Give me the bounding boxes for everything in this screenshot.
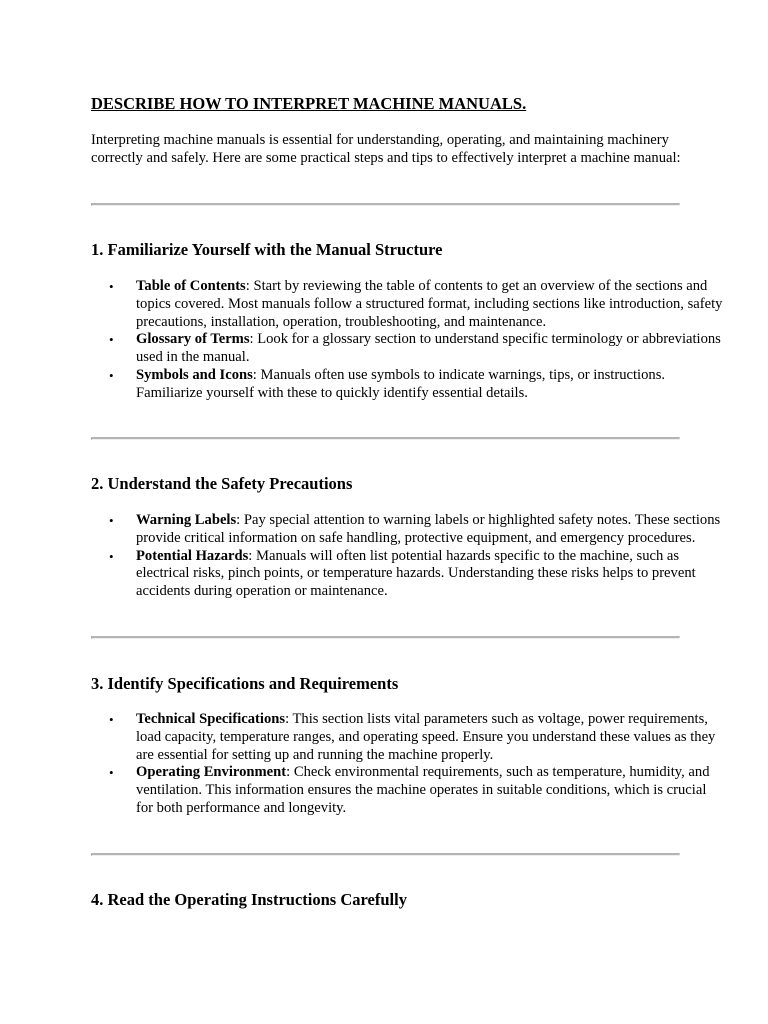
section-2-list <box>91 512 726 601</box>
list-item-term: Operating Environment <box>136 764 287 781</box>
list-item-text: : Start by reviewing the table of contents to get an overview of the sections and topics covered. Most manuals follow a structured format, including sections like introduction, safety precautions, installation, operation, troubleshooting, and maintenance. <box>136 278 723 330</box>
section-divider <box>91 636 680 639</box>
list-item-term: Warning Labels <box>136 512 237 528</box>
section-1-list <box>91 278 726 403</box>
list-item <box>136 512 726 548</box>
section-divider <box>91 203 680 206</box>
section-heading-2: 2. Understand the Safety Precautions <box>91 474 353 493</box>
list-item <box>136 711 726 764</box>
section-heading-4: 4. Read the Operating Instructions Carefully <box>91 890 407 909</box>
list-item <box>136 764 726 817</box>
list-item-text: : Manuals will often list potential hazards specific to the machine, such as electrical risks, pinch points, or temperature hazards. Understanding these risks helps to prevent accidents during operation or maintenance. <box>136 547 696 600</box>
list-item <box>136 278 726 331</box>
section-divider <box>91 437 680 440</box>
list-item-text: : Pay special attention to warning labels or highlighted safety notes. These sections provide critical information on safe handling, protective equipment, and emergency procedures. <box>136 512 721 546</box>
list-item-text: : Manuals often use symbols to indicate warnings, tips, or instructions. Familiarize yourself with these to quickly identify essential details. <box>136 366 666 401</box>
list-item-term: Table of Contents <box>136 278 246 294</box>
list-item <box>136 548 726 601</box>
list-item-term: Symbols and Icons <box>136 366 253 383</box>
section-3-list <box>91 711 726 818</box>
intro-paragraph: Interpreting machine manuals is essential for understanding, operating, and maintaining machinery correctly and safely. Here are some practical steps and tips to effectively interpret a machine manual: <box>91 132 681 166</box>
list-item-text: : Check environmental requirements, such as temperature, humidity, and ventilation. This information ensures the machine operates in suitable conditions, which is crucial for both performance and longevity. <box>136 764 710 816</box>
list-item-term: Technical Specifications <box>136 711 286 727</box>
section-divider <box>91 853 680 856</box>
list-item-text: : Look for a glossary section to understand specific terminology or abbreviations used in the manual. <box>136 331 721 366</box>
section-heading-3: 3. Identify Specifications and Requirements <box>91 674 399 693</box>
list-item <box>136 367 726 403</box>
list-item-term: Potential Hazards <box>136 547 249 564</box>
list-item-term: Glossary of Terms <box>136 331 250 348</box>
document-title: DESCRIBE HOW TO INTERPRET MACHINE MANUALS. <box>91 94 527 113</box>
list-item <box>136 331 726 367</box>
section-heading-1: 1. Familiarize Yourself with the Manual Structure <box>91 240 443 259</box>
list-item-text: : This section lists vital parameters such as voltage, power requirements, load capacity, temperature ranges, and operating speed. Ensure you understand these values as they are essential for setting up and running the machine properly. <box>136 711 716 763</box>
